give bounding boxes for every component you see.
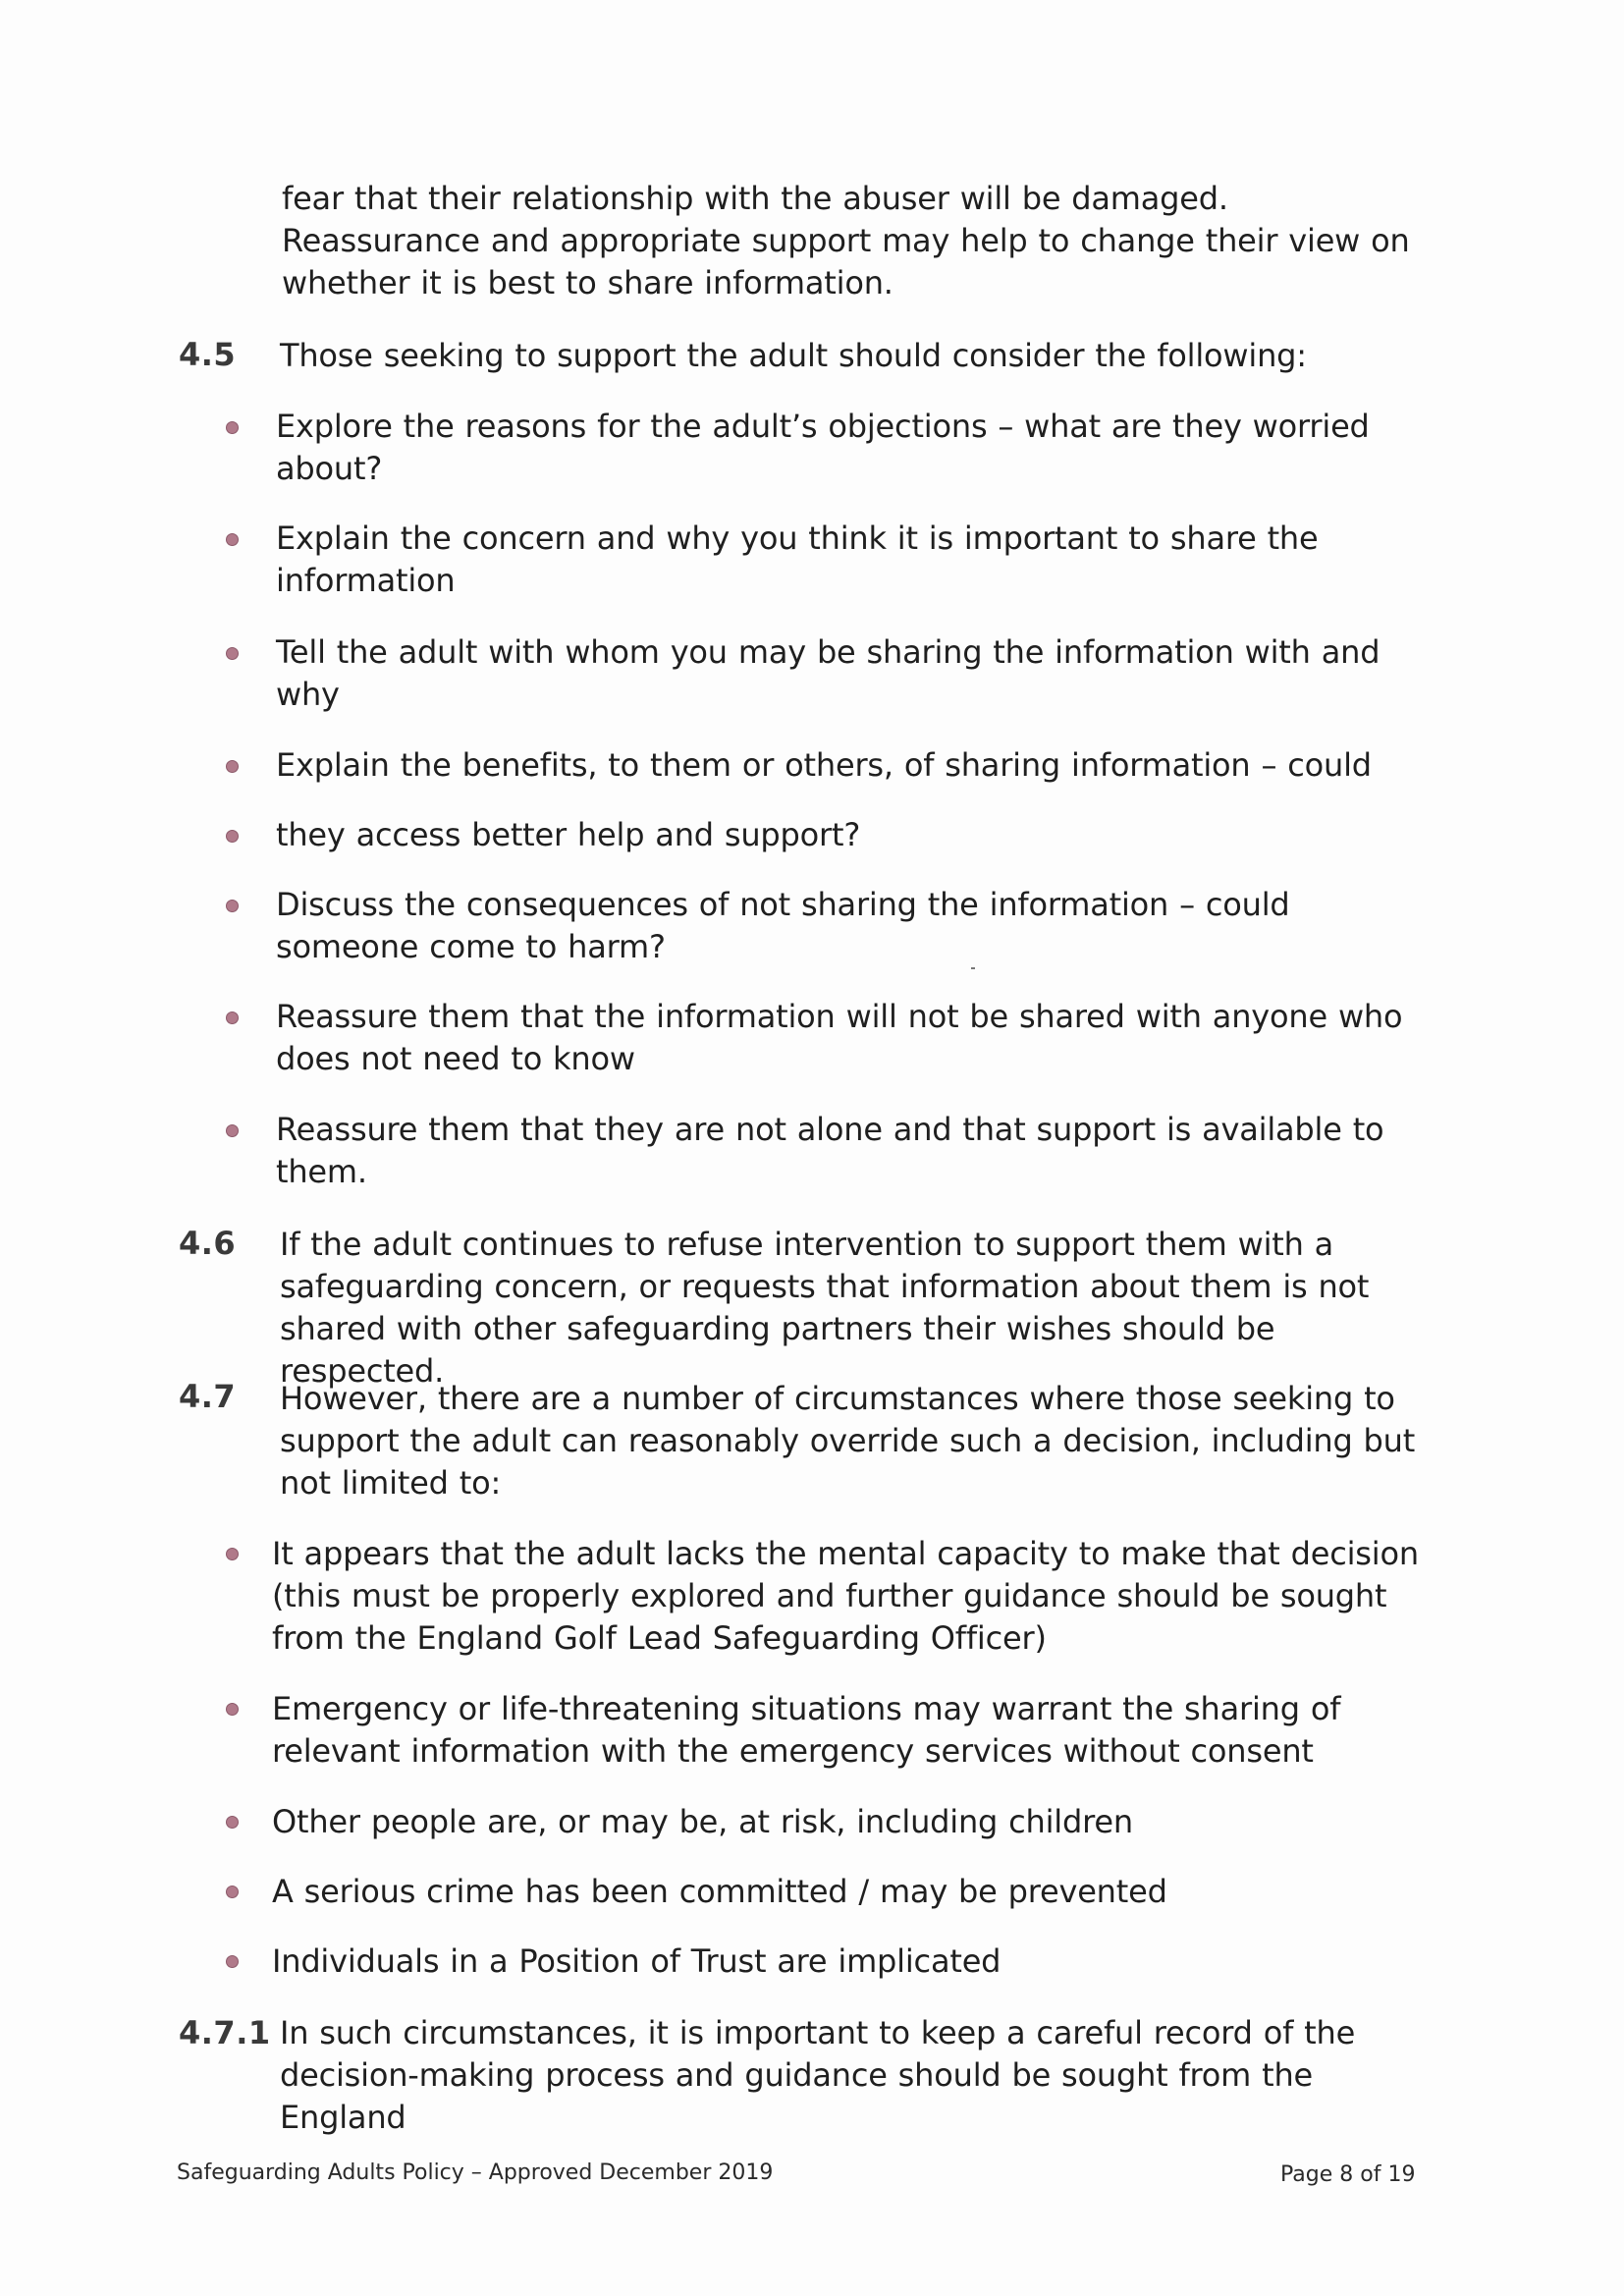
bullet-icon	[226, 830, 239, 843]
bullet-icon	[226, 1124, 239, 1137]
section-text-4-7-1: In such circumstances, it is important to keep a careful record of the decision-making process and guidance should be sought from the England	[280, 2014, 1356, 2136]
list-item: Individuals in a Position of Trust are implicated	[272, 1942, 1001, 1980]
list-item: Tell the adult with whom you may be sharing the information with and why	[276, 633, 1380, 713]
bullet-icon	[226, 1886, 239, 1898]
bullet-icon	[226, 533, 239, 546]
bullet-icon	[226, 1703, 239, 1716]
bullet-icon	[226, 1816, 239, 1829]
bullet-icon	[226, 1011, 239, 1024]
bullet-icon	[226, 1955, 239, 1968]
intro-paragraph: fear that their relationship with the abuser will be damaged. Reassurance and appropriate support may help to change their view on whether it is best to share information.	[282, 180, 1410, 301]
page-number: Page 8 of 19	[1280, 2162, 1416, 2187]
section-text-4-6: If the adult continues to refuse intervention to support them with a safeguarding concern, or requests that information about them is not shared with other safeguarding partners their wishes should be respected.	[280, 1226, 1370, 1390]
section-text-4-7: However, there are a number of circumstances where those seeking to support the adult can reasonably override such a decision, including but not limited to:	[280, 1380, 1416, 1502]
list-item: Explain the concern and why you think it is important to share the information	[276, 519, 1319, 599]
bullet-icon	[226, 900, 239, 912]
section-number-4-6: 4.6	[179, 1225, 237, 1262]
list-item: Discuss the consequences of not sharing the information – could someone come to harm?	[276, 886, 1290, 965]
section-number-4-5: 4.5	[179, 336, 237, 373]
section-number-4-7-1: 4.7.1	[179, 2014, 271, 2051]
list-item: It appears that the adult lacks the mental capacity to make that decision (this must be properly explored and further guidance should be sought from the England Golf Lead Safeguarding Officer)	[272, 1535, 1419, 1657]
section-text-4-5: Those seeking to support the adult should consider the following:	[280, 337, 1307, 374]
bullet-icon	[226, 1548, 239, 1560]
list-item: A serious crime has been committed / may be prevented	[272, 1873, 1167, 1910]
bullet-icon	[226, 647, 239, 660]
footer-title: Safeguarding Adults Policy – Approved December 2019	[177, 2160, 774, 2185]
scan-speck	[971, 967, 975, 969]
list-item: Reassure them that they are not alone and that support is available to them.	[276, 1111, 1384, 1190]
section-number-4-7: 4.7	[179, 1378, 237, 1415]
list-item: they access better help and support?	[276, 816, 861, 853]
list-item: Other people are, or may be, at risk, including children	[272, 1803, 1133, 1840]
list-item: Explain the benefits, to them or others, of sharing information – could	[276, 746, 1372, 784]
bullet-icon	[226, 421, 239, 434]
bullet-icon	[226, 760, 239, 773]
list-item: Reassure them that the information will not be shared with anyone who does not need to know	[276, 998, 1403, 1077]
list-item: Explore the reasons for the adult’s objections – what are they worried about?	[276, 408, 1370, 487]
list-item: Emergency or life-threatening situations may warrant the sharing of relevant information with the emergency services without consent	[272, 1690, 1341, 1770]
